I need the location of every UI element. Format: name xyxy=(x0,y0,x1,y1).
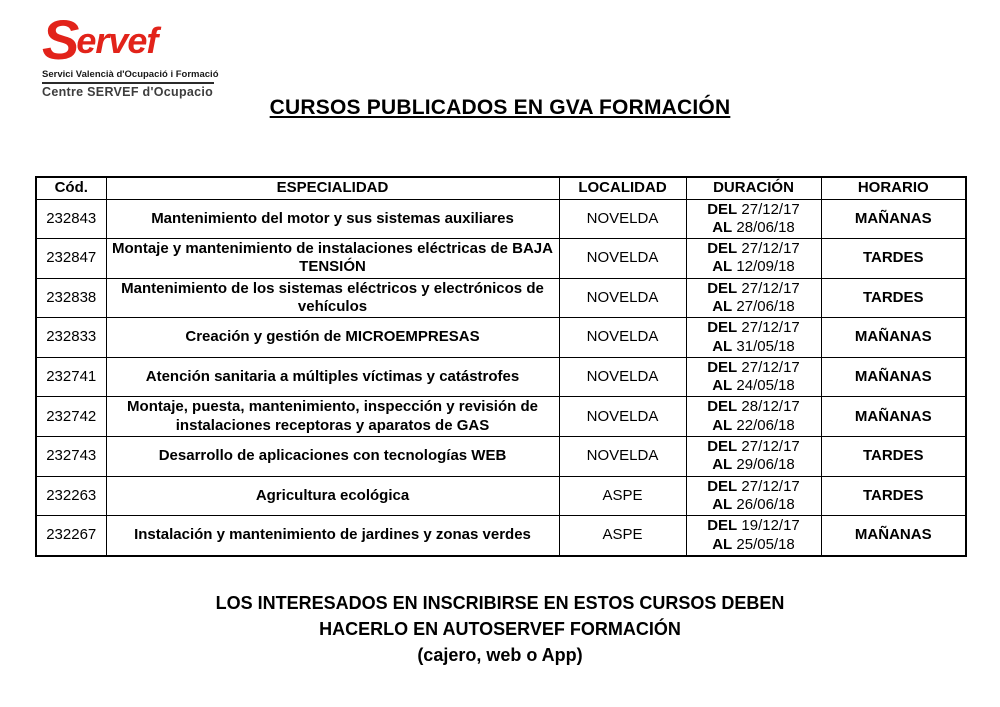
duration-al-label: AL xyxy=(712,337,733,355)
course-schedule: MAÑANAS xyxy=(821,199,966,239)
servef-logo xyxy=(42,8,219,99)
course-specialty: Creación y gestión de MICROEMPRESAS xyxy=(106,318,559,358)
duration-del-label: DEL xyxy=(707,398,738,416)
table-row xyxy=(36,397,966,437)
course-location: NOVELDA xyxy=(559,318,686,358)
table-row xyxy=(36,239,966,279)
duration-al-label: AL xyxy=(712,495,733,513)
course-location: ASPE xyxy=(559,476,686,516)
servef-logo-subtitle: Servici Valencià d'Ocupació i Formació xyxy=(42,69,219,80)
course-specialty: Atención sanitaria a múltiples víctimas y catástrofes xyxy=(106,357,559,397)
course-code: 232743 xyxy=(36,437,106,477)
header-schedule: HORARIO xyxy=(821,177,966,199)
course-schedule: TARDES xyxy=(821,278,966,318)
duration-start-date: 27/12/17 xyxy=(741,240,800,258)
table-row xyxy=(36,516,966,556)
duration-end-date: 22/06/18 xyxy=(736,416,795,434)
table-row xyxy=(36,357,966,397)
duration-al-label: AL xyxy=(712,416,733,434)
duration-start-date: 28/12/17 xyxy=(741,398,800,416)
duration-start-date: 27/12/17 xyxy=(741,319,800,337)
servef-brand-rest: ervef xyxy=(76,20,158,61)
enrollment-note xyxy=(0,590,1000,668)
table-row xyxy=(36,278,966,318)
course-duration xyxy=(686,318,821,358)
course-duration xyxy=(686,397,821,437)
servef-centre-label: Centre SERVEF d'Ocupacio xyxy=(42,85,214,99)
logo-divider xyxy=(42,82,214,84)
course-schedule: MAÑANAS xyxy=(821,357,966,397)
duration-del-label: DEL xyxy=(707,517,738,535)
course-duration xyxy=(686,278,821,318)
course-location: NOVELDA xyxy=(559,278,686,318)
course-specialty: Agricultura ecológica xyxy=(106,476,559,516)
course-code: 232833 xyxy=(36,318,106,358)
course-specialty: Montaje, puesta, mantenimiento, inspección y revisión de instalaciones receptoras y aparatos de GAS xyxy=(106,397,559,437)
duration-end-date: 28/06/18 xyxy=(736,218,795,236)
course-schedule: TARDES xyxy=(821,239,966,279)
enrollment-note-line1: LOS INTERESADOS EN INSCRIBIRSE EN ESTOS CURSOS DEBEN xyxy=(215,593,785,613)
duration-al-label: AL xyxy=(712,456,733,474)
course-code: 232847 xyxy=(36,239,106,279)
enrollment-note-line2: HACERLO EN AUTOSERVEF FORMACIÓN xyxy=(319,619,681,640)
course-code: 232741 xyxy=(36,357,106,397)
course-code: 232267 xyxy=(36,516,106,556)
table-row xyxy=(36,318,966,358)
course-specialty: Mantenimiento de los sistemas eléctricos y electrónicos de vehículos xyxy=(106,278,559,318)
duration-end-date: 12/09/18 xyxy=(736,258,795,276)
duration-end-date: 31/05/18 xyxy=(736,337,795,355)
duration-start-date: 27/12/17 xyxy=(741,438,800,456)
duration-al-label: AL xyxy=(712,258,733,276)
duration-del-label: DEL xyxy=(707,200,738,218)
course-location: NOVELDA xyxy=(559,357,686,397)
course-code: 232742 xyxy=(36,397,106,437)
course-schedule: TARDES xyxy=(821,437,966,477)
course-specialty: Desarrollo de aplicaciones con tecnologías WEB xyxy=(106,437,559,477)
servef-brand-initial: S xyxy=(42,8,79,71)
duration-del-label: DEL xyxy=(707,477,738,495)
course-specialty: Montaje y mantenimiento de instalaciones eléctricas de BAJA TENSIÓN xyxy=(106,239,559,279)
duration-al-label: AL xyxy=(712,377,733,395)
duration-start-date: 27/12/17 xyxy=(741,477,800,495)
duration-start-date: 27/12/17 xyxy=(741,200,800,218)
course-code: 232263 xyxy=(36,476,106,516)
table-header-row xyxy=(36,177,966,199)
enrollment-note-line3: (cajero, web o App) xyxy=(417,645,583,666)
duration-end-date: 24/05/18 xyxy=(736,377,795,395)
duration-al-label: AL xyxy=(712,535,733,553)
course-duration xyxy=(686,357,821,397)
duration-start-date: 27/12/17 xyxy=(741,358,800,376)
course-schedule: MAÑANAS xyxy=(821,516,966,556)
header-duration: DURACIÓN xyxy=(686,177,821,199)
course-duration xyxy=(686,516,821,556)
course-duration xyxy=(686,239,821,279)
header-code: Cód. xyxy=(36,177,106,199)
course-code: 232838 xyxy=(36,278,106,318)
duration-al-label: AL xyxy=(712,297,733,315)
course-location: NOVELDA xyxy=(559,199,686,239)
servef-brand-wordmark xyxy=(42,8,214,71)
header-location: LOCALIDAD xyxy=(559,177,686,199)
duration-del-label: DEL xyxy=(707,240,738,258)
duration-del-label: DEL xyxy=(707,319,738,337)
course-specialty: Mantenimiento del motor y sus sistemas auxiliares xyxy=(106,199,559,239)
duration-del-label: DEL xyxy=(707,279,738,297)
duration-end-date: 25/05/18 xyxy=(736,535,795,553)
table-row xyxy=(36,199,966,239)
courses-table xyxy=(35,176,967,557)
duration-del-label: DEL xyxy=(707,358,738,376)
course-duration xyxy=(686,476,821,516)
course-location: NOVELDA xyxy=(559,397,686,437)
course-schedule: MAÑANAS xyxy=(821,397,966,437)
duration-end-date: 27/06/18 xyxy=(736,297,795,315)
course-duration xyxy=(686,437,821,477)
duration-al-label: AL xyxy=(712,218,733,236)
course-specialty: Instalación y mantenimiento de jardines y zonas verdes xyxy=(106,516,559,556)
page-title: CURSOS PUBLICADOS EN GVA FORMACIÓN xyxy=(269,96,731,119)
table-row xyxy=(36,437,966,477)
course-duration xyxy=(686,199,821,239)
duration-start-date: 19/12/17 xyxy=(741,517,800,535)
course-code: 232843 xyxy=(36,199,106,239)
course-location: ASPE xyxy=(559,516,686,556)
course-schedule: TARDES xyxy=(821,476,966,516)
course-location: NOVELDA xyxy=(559,239,686,279)
duration-end-date: 29/06/18 xyxy=(736,456,795,474)
duration-del-label: DEL xyxy=(707,438,738,456)
header-specialty: ESPECIALIDAD xyxy=(106,177,559,199)
duration-end-date: 26/06/18 xyxy=(736,495,795,513)
course-schedule: MAÑANAS xyxy=(821,318,966,358)
course-location: NOVELDA xyxy=(559,437,686,477)
duration-start-date: 27/12/17 xyxy=(741,279,800,297)
table-row xyxy=(36,476,966,516)
